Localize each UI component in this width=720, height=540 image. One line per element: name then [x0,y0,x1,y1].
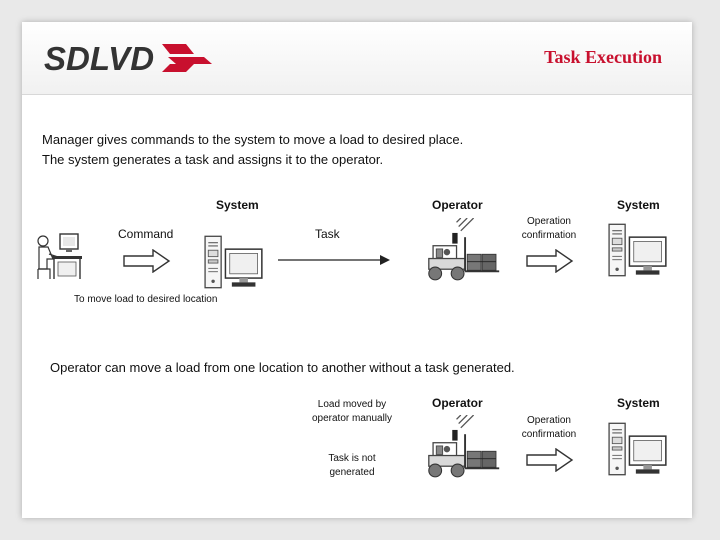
load-moved-label [306,398,398,426]
flow2-confirmation-arrow-icon [525,448,575,472]
flow1-system-right-label: System [617,198,660,212]
flow1-computer-left-icon [204,234,264,290]
flow2-operation-confirmation-label [518,414,580,442]
task-not-line-2: generated [329,467,375,478]
flow1-computer-right-icon [608,222,668,278]
task-arrow [278,253,392,267]
intro-text [42,130,463,170]
sdlvd-logo [44,42,214,74]
flow1-confirmation-arrow-icon [525,249,575,273]
load-moved-line-1: Load moved by [317,399,387,410]
flow2-operator-label: Operator [432,396,483,410]
flow1-operation-confirmation-label [518,215,580,243]
load-moved-line-2: operator manually [311,413,393,424]
command-label: Command [118,227,174,241]
flow2-confirmation-line-2: confirmation [521,429,577,440]
flow2-confirmation-line-1: Operation [527,415,571,426]
intro-line-2: The system generates a task and assigns it to the operator. [42,152,384,167]
page-title: Task Execution [544,47,662,67]
flow2-computer-icon [608,421,668,477]
flow1-confirmation-line-2: confirmation [521,230,577,241]
intro-line-1: Manager gives commands to the system to move a load to desired place. [42,132,464,147]
flow1-operator-label: Operator [432,198,483,212]
slide [22,22,692,518]
command-arrow-icon [122,249,172,273]
task-label: Task [315,227,340,241]
flow2-forklift-icon [426,415,502,479]
logo-text: SDLVD [44,42,155,74]
manager-at-desk-icon [34,232,84,282]
flow1-forklift-icon [426,218,502,282]
flow2-system-label: System [617,396,660,410]
task-not-generated-label [320,452,384,480]
logo-chevron-icon [162,44,212,72]
flow2-subtitle: Operator can move a load from one location to another without a task generated. [50,360,515,375]
flow1-caption: To move load to desired location [74,294,218,305]
task-not-line-1: Task is not [328,453,376,464]
flow1-confirmation-line-1: Operation [527,216,571,227]
header-bar [22,22,692,95]
flow1-system-left-label: System [216,198,259,212]
